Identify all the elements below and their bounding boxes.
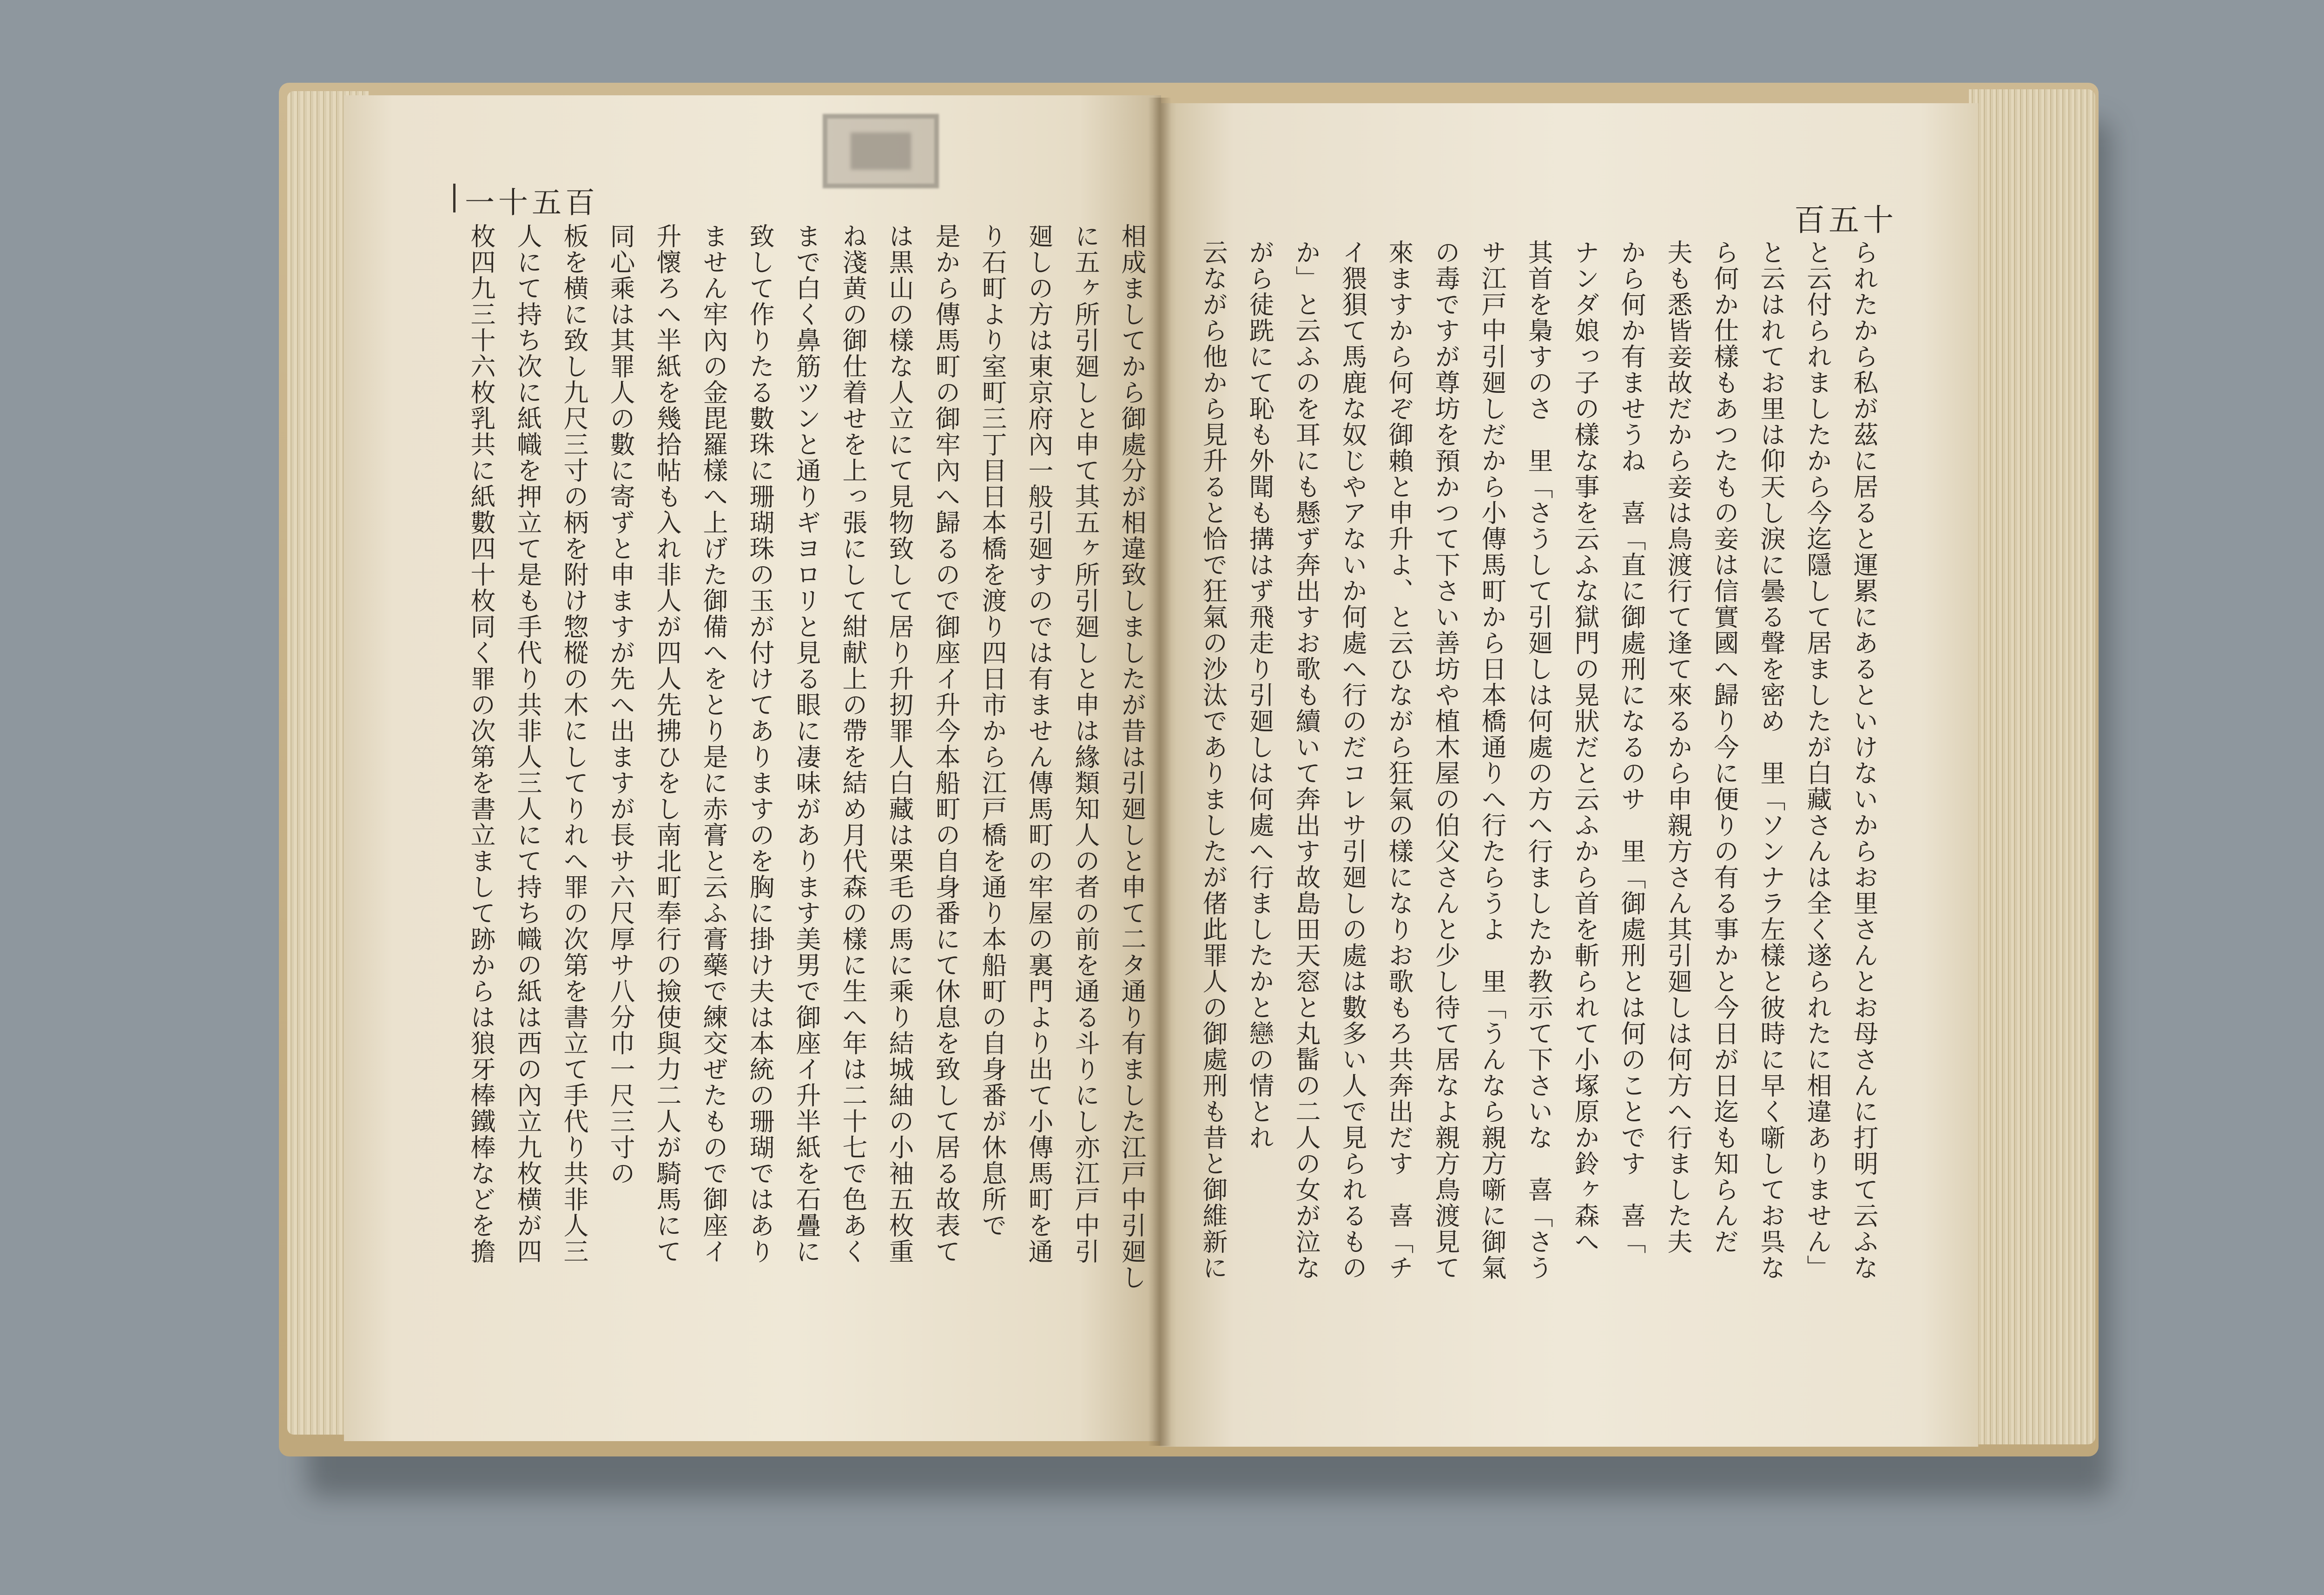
text-column: られたから私が茲に居ると運累にあるといけないからお里さんとお母さんに打明て云ふな [1849,239,1879,1281]
text-column: と云はれてお里は仰天し淚に曇る聲を密め 里「ソンナラ左樣と彼時に早く噺してお呉な [1756,239,1786,1281]
right-page-text [1190,239,1887,1360]
text-column: か」と云ふのを耳にも懸ず奔出すお歌も續いて奔出す故島田天窓と丸髷の二人の女が泣な [1292,239,1321,1281]
text-column: 枚四九三十六枚乳共に紙數四十枚同く罪の次第を書立まして跡からは狼牙棒鐵棒などを擔 [467,223,496,1264]
text-column: に五ヶ所引廻しと申て其五ヶ所引廻しと申は緣類知人の者の前を通る斗りにし亦江戸中引 [1071,223,1100,1264]
text-column: 是から傳馬町の御牢內へ歸るので御座イ升今本船町の自身番にて休息を致して居る故表て [931,223,961,1264]
text-column: ません牢內の金毘羅樣へ上げた御備へをとり是に赤膏と云ふ膏藥で練交ぜたもので御座イ [699,223,728,1264]
text-column: ら何か仕樣もあつたもの妾は信實國へ歸り今に便りの有る事かと今日が日迄も知らんだ [1710,239,1739,1255]
text-column: 來ますから何ぞ御賴と申升よ、と云ひながら狂氣の樣になりお歌もろ共奔出だす 喜「チ [1385,239,1414,1281]
text-column: 致して作りたる數珠に珊瑚珠の玉が付けてありますのを胸に掛け夫は本統の珊瑚ではあり [746,223,775,1264]
text-column: 板を横に致し九尺三寸の柄を附け惣樅の木にしてりれへ罪の次第を書立て手代り共非人三 [560,223,589,1264]
text-column: 升懷ろへ半紙を幾拾帖も入れ非人が四人先拂ひをし南北町奉行の撿使與力二人が騎馬にて [653,223,682,1264]
text-column: り石町より室町三丁目日本橋を渡り四日市から江戸橋を通り本船町の自身番が休息所で [978,223,1007,1238]
left-page-number: 一十五百 [465,186,599,220]
text-column: 人にて持ち次に紙幟を押立て是も手代り共非人三人にて持ち幟の紙は西の內立九枚横が四 [513,223,542,1264]
left-page-text [458,223,1155,1357]
text-column: 同心乘は其罪人の數に寄ずと申ますが先へ出ますが長サ六尺厚サ八分巾一尺三寸の [606,223,635,1186]
text-column: ナンダ娘っ子の樣な事を云ふな獄門の晃狀だと云ふから首を斬られて小塚原か鈴ヶ森へ [1571,239,1600,1255]
text-column: 其首を梟すのさ 里「さうして引廻しは何處の方へ行ましたか教示て下さいな 喜「さう [1524,239,1553,1281]
text-column: 夫も悉皆妾故だから妾は鳥渡行て逢て來るから申親方さん其引廻しは何方へ行ました夫 [1664,239,1693,1255]
text-column: がら徒跣にて恥も外聞も搆はず飛走り引廻しは何處へ行ましたかと戀の情とれ [1245,239,1274,1151]
right-page-edges [1969,89,2095,1444]
header-rule [453,184,456,212]
right-page-number: 百五十 [1794,202,1897,238]
text-column: まで白く鼻筋ツンと通りギヨロリと見る眼に凄味があります美男で御座イ升半紙を石疊に [792,223,821,1264]
text-column: の毒ですが尊坊を預かつて下さい善坊や植木屋の伯父さんと少し待て居なよ親方鳥渡見て [1431,239,1460,1281]
text-column: サ江戸中引廻しだから小傳馬町から日本橋通りへ行たらうよ 里「うんなら親方噺に御氣 [1478,239,1507,1281]
text-column: は黒山の樣な人立にて見物致して居り升扨罪人白藏は栗毛の馬に乘り結城紬の小袖五枚重 [885,223,914,1264]
text-column: イ猥狽て馬鹿な奴じやアないか何處へ行のだコレサ引廻しの處は數多い人で見られるもの [1338,239,1367,1281]
text-column: 相成ましてから御處分が相違致しましたが昔は引廻しと申て二タ通り有ました江戸中引廻し [1117,223,1147,1291]
text-column: から何か有ませうね 喜「直に御處刑になるのサ 里「御處刑とは何のことです 喜「 [1617,239,1646,1255]
text-column: ね淺黄の御仕着せを上っ張にして紺献上の帶を結め月代森の樣に生へ年は二十七で色あく [838,223,868,1264]
text-column: 廻しの方は東京府內一般引廻すのでは有ません傳馬町の牢屋の裏門より出て小傳馬町を通 [1024,223,1054,1264]
library-stamp-mark [851,132,911,170]
text-column: 云ながら他から見升ると恰で狂氣の沙汰でありましたが偖此罪人の御處刑も昔と御維新に [1199,239,1228,1281]
text-column: と云付られましたから今迄隱して居ましたが白藏さんは全く遂られたに相違ありません」 [1803,239,1832,1281]
